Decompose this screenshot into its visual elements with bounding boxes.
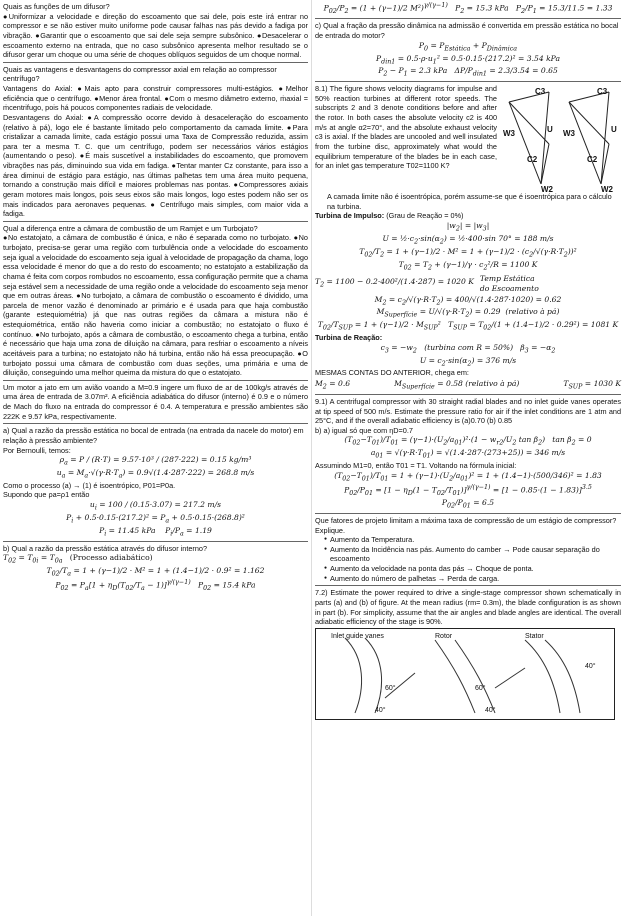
q4c: c) Qual a fração da pressão dinâmica na admissão é convertida em pressão estática no bocal de entrada do motor? xyxy=(315,18,621,40)
stator-label: Stator xyxy=(525,632,544,640)
angle-label: 40° xyxy=(485,706,496,714)
bernoulli-label: Por Bernoulli, temos: xyxy=(3,445,71,455)
impulse-degree: (Grau de Reação = 0%) xyxy=(386,211,464,221)
fator-item: ● Aumento da Temperatura. xyxy=(324,535,621,545)
angle-label: 40° xyxy=(585,662,596,670)
label-u: U xyxy=(547,125,553,135)
angle-label: 60° xyxy=(475,684,486,692)
eq-m2: $M_2 = c_2/√(\gamma\cdot R\cdot T_2) = 400/√(1.4\cdot 287\cdot 1020) = 0.62$ xyxy=(374,294,562,307)
label-ub: U xyxy=(611,125,617,135)
blade-configuration-figure xyxy=(315,628,615,720)
q91b: b) a) igual só que com ηD=0.7 xyxy=(315,425,413,435)
angle-label: 40° xyxy=(375,706,386,714)
label-c2: C2 xyxy=(527,155,538,165)
q81-note: A camada limite não é isoentrópica, porém assume-se que é isoentrópica para o cálculo na turbina. xyxy=(327,192,612,211)
do-escoamento-label: do Escoamento xyxy=(479,283,539,293)
q3-body: ●No estatojato, a câmara de combustão é única, e não é separada como no turbojato. ●No turbojato, precisa-se gerar uma região com turbulência onde a velocidade do escoamento seja igual a velocidade do escoamento seja igual à velocidade de propagação da chama, logo essa velocidade é menor do que a do resto do escoamento; no estatojato a estabilização da chama é feita com corpos rombudos no escoamento, essa configuração permite que a chama seja estável sem a necessidade de uma região onde a velocidade do escoamento seja menor que em outras áreas. ●No turbojato, a câmara de combustão o escoamento é dividido, uma parcela de menor vazão é denominado ar primário e é usada para que haja combustão (garante estequiométria) já que nas outras regiões da câmara a mistura não é estequiométrica, então não haveria como iniciar a combustão; no estatojato o fluxo é contínuo. ●No turbojato, após a câmara de combustão, o escoamento chega a turbina, então é necessário que haja uma zona de diluição na câmara, para resfriar o escoamento a níveis aceitáveis para a turbina; no estatojato não há turbina, então não há essa preocupação. ●O turbojato possui uma câmara de combustão com duas seções, uma primária e uma de diluição, conseguindo uma melhor queima da mistura do que o estatojato. xyxy=(3,233,308,378)
eq-ratio-temp: $(T_{02}-T_{01})/T_{01} = 1 + (\gamma-1)\cdot(U_2/a_{01})^2 = 1 + (1.4-1)\cdot(500/346)^2 = 1.83$ xyxy=(334,470,602,483)
q-fatores-list xyxy=(315,535,621,583)
q72-text: 7.2) Estimate the power required to drive a single-stage compressor shown schematically in parts (a) and (b) of figure. At the mean radius (rm= 0.3m), the blade configuration is as shown in part (b). For simplicity, assume that the air angles and blade angles are identical. The overall adiabatic efficiency of the stage is 90%. xyxy=(315,588,621,627)
temp-static-label: Temp Estática xyxy=(479,273,535,283)
q2-disadvantages: Desvantagens do Axial: ●A compressão ocorre devido à desaceleração do escoamento (relativo à pá), logo ele é bastante limitado pelo comportamento da camada limite. ●Para cristalizar a camada limite, cada estágio possui uma Taxa de Compressão reduzida, assim para ter a mesma T. C. que um centrífugo, podem ser necessários vários estágios (aumentando o peso). ●É mais suscetível a instabilidades do escoamento, que promovem vibrações nas pás, diminuindo sua vida em fadiga. ●Tentar manter Cz constante, para isso a área diminui de estágio para estágio, nas últimas palhetas tem uma área muito pequena, tornando a construção mais difícil e maiores problemas nas pontas. ●Compressores axiais geram motores mais longos, pois seus eixos são mais longos, logo estes podem não ser os mais indicados para aeronaves pequenas. ● Centrífugo mais simples, com maior vida a fadiga. xyxy=(3,112,308,219)
eq-pi2: $P_i = 11.45$ kPa $P_i/P_a = 1.19$ xyxy=(99,525,212,538)
relativo-label: (relativo à pá) xyxy=(505,307,560,317)
eq-tsup: $T_{02}/T_{SUP} = 1 + (\gamma-1)/2 \cdot M_{SUP}^2$ $T_{SUP} = T_{02}/(1 + (1.4-1)/2 \cdot 0.29^2) = 1081$ K xyxy=(317,320,619,332)
q2-advantages: Vantagens do Axial: ●Mais apto para construir compressores multi-estágios. ●Melhor eficiência que o centrífugo. ●Menor área frontal. ●Com o mesmo diâmetro externo, ṁaxial = ṁcentrifugo, pois há poucos componentes radiais de velocidade. xyxy=(3,84,308,113)
eq-t02-value: $T_{02} = T_2 + (\gamma-1)/\gamma \cdot c_2^2/R = 1100$ K xyxy=(398,259,538,272)
label-c3: C3 xyxy=(535,87,546,97)
q-fatores-title: Que fatores de projeto limitam a máxima taxa de compressão de um estágio de compressor? Explique. xyxy=(315,513,621,535)
q4b: b) Qual a razão da pressão estática através do difusor interno? xyxy=(3,541,308,554)
eq-t02: $T_{02} = T_{0i} = T_{0a}$ (Processo adiabático) xyxy=(3,553,153,565)
label-w3b: W3 xyxy=(563,129,575,139)
eq-msup: $M_{Superfície} = U/√(\gamma\cdot R\cdot T_2) = 0.29$ (relativo à pá) xyxy=(376,307,560,319)
q4-intro: Um motor a jato em um avião voando a M=0.9 ingere um fluxo de ar de 100kg/s através de uma área de entrada de 3.07m². A eficiência adiabática do difusor (interno) é 0.9 e o número de Mach do fluxo na entrada do compressor é 0.4. A temperatura e pressão ambientes são 222K e 9.57 kPa, respectivamente. xyxy=(3,382,308,421)
rotor-label: Rotor xyxy=(435,632,453,640)
eq-dp: $P_2 - P_1 = 2.3$ kPa $\Delta P/P_{din1} = 2.3/3.54 = 0.65$ xyxy=(378,66,558,78)
q4a: a) Qual a razão da pressão estática no bocal de entrada (na entrada da nacele do motor) em relação à pressão ambiente? xyxy=(3,423,308,445)
left-column xyxy=(0,0,312,916)
assume-text: Assumindo M1=0, então T01 = T1. Voltando na fórmula inicial: xyxy=(315,461,517,471)
label-c2b: C2 xyxy=(587,155,598,165)
inlet-guide-vanes-label: Inlet guide vanes xyxy=(331,632,384,640)
fator-item: ● Aumento do número de palhetas → Perda de carga. xyxy=(324,574,621,584)
mesmas-label: MESMAS CONTAS DO ANTERIOR, chega em: xyxy=(315,368,469,378)
right-column xyxy=(312,0,624,916)
label-w2: W2 xyxy=(541,185,553,193)
eq-a01: $a_{01} = √(\gamma\cdot R\cdot T_{01}) = √(1.4\cdot 287\cdot(273+25)) = 346$ m/s xyxy=(370,448,566,460)
eq-t02-ratio: $T_{02}/T_a = 1 + (\gamma-1)/2 \cdot M^2 = 1 + (1.4-1)/2 \cdot 0.9^2 = 1.162$ xyxy=(46,566,265,578)
eq-ua: $u_a = M_a\cdot√(\gamma\cdot R\cdot T_a) = 0.9√(1.4\cdot 287\cdot 222) = 268.8$ m/s xyxy=(56,467,255,480)
eq-reaction2: $U = c_2\cdot\sin(\alpha_2) = 376$ m/s xyxy=(419,355,517,368)
eq-reaction1: $c_3 = -w_2$ (turbina com R = 50%) $\beta_3 = -\alpha_2$ xyxy=(380,342,556,355)
eq-rho: $\rho_a = P / (R\cdot T) = 9.57\cdot 10^3 / (287\cdot 222) = 0.15$ kg/m³ xyxy=(59,455,252,467)
figure-border xyxy=(316,628,615,719)
eq-pressure-result: $P_{02}/P_{01} = 6.5$ xyxy=(441,498,495,510)
q81-block xyxy=(315,81,621,192)
eq-t02-t01: $(T_{02}-T_{01})/T_{01} = (\gamma-1)\cdot(U_2/a_{01})^2\cdot(1 - w_{r2}/U_2$ $\tan \beta_2$) $\tan \beta_2 = 0$ xyxy=(344,435,592,447)
label-c3b: C3 xyxy=(597,87,608,97)
eq-p02-p2: $P_{02}/P_2 = (1 + (\gamma-1)/2$ M²)$^{\gamma/(\gamma-1)}$ $P_2 = 15.3$ kPa $P_2/P_1 = 15.3/11.5 = 1.33$ xyxy=(323,2,613,16)
case-text: Como o processo (a) → (1) é isoentrópico, P01=P0a. xyxy=(3,480,176,490)
impulse-title: Turbina de Impulso: xyxy=(315,211,385,221)
eq-pdin: $P_{din1} = 0.5\cdot\rho\cdot u_1^2 = 0.5\cdot 0.15\cdot(217.2)^2 = 3.54$ kPa xyxy=(376,53,560,66)
adiabatic-note: (Processo adiabático) xyxy=(69,553,153,563)
eq-pi: $P_i + 0.5\cdot 0.15\cdot(217.2)^2 = P_a + 0.5\cdot 0.15\cdot(268.8)^2$ xyxy=(66,512,245,525)
eq-pressure-ratio: $P_{02}/P_{01} = [1 - \eta_D(1 - T_{02}/T_{01})]^{\gamma/(\gamma-1)} = [1 - 0.85\cdot(1 - 1.83)]^{3.5}$ xyxy=(344,483,592,497)
q3-title: Qual a diferença entre a câmara de combustão de um Ramjet e um Turbojato? xyxy=(3,223,258,233)
label-w2b: W2 xyxy=(601,185,613,193)
eq-ui: $u_i = 100 / (0.15\cdot 3.07) = 217.2$ m/s xyxy=(89,500,222,512)
suppose-text: Supondo que ρa=ρ1 então xyxy=(3,490,90,500)
impulse-heading xyxy=(315,211,621,221)
eq-w2w3: $|w_2| = |w_3|$ xyxy=(446,221,490,233)
q72-block xyxy=(315,585,621,627)
fator-item: ● Aumento da Incidência nas pás. Aumento do camber → Pode causar separação do escoamento xyxy=(324,545,621,564)
eq-t2: $T_2 = 1100 - 0.2\cdot 400^2/(1.4\cdot 287) = 1020$ K Temp Estática do Escoamento xyxy=(315,273,539,293)
q81-text: 8.1) The figure shows velocity diagrams for impulse and 50% reaction turbines at different rotor speeds. The subscripts 2 and 3 denote conditions before and after the rotor. In both cases the absolute velocity c2 is 400 m/s at angle α2=70°, and the absolute exhaust velocity c3 is axial. If the blades are uncooled and well insulated from the turbine disc, approximately what would the equilibrium temperature of the blades be in each case, for an inlet gas temperature T02=1100 K? xyxy=(315,84,497,171)
velocity-diagrams xyxy=(501,84,621,192)
q1-body: ●Uniformizar a velocidade e direção do escoamento que sai dele, pois este irá entrar no compressor e se não estiver muito uniforme pode causar falhas nas pás devido a fadiga por vibração. ●Garantir que o escoamento que sai dele seja sempre subsônico. ●Desacelerar o escoamento externo na entrada, que no caso subsônico apresenta melhor resultado se o difusor gerar um choque ou uma série de choques oblíquos seguidos de um choque normal. xyxy=(3,11,308,60)
fator-item: ● Aumento da velocidade na ponta das pás → Choque de ponta. xyxy=(324,564,621,574)
eq-p0: $P_0 = P_{Estática} + P_{Dinâmica}$ xyxy=(418,40,518,53)
reaction-heading: Turbina de Reação: xyxy=(315,333,383,343)
eq-reaction-results: $M_2 = 0.6$ $M_{Superfície} = 0.58$ (relativo à pá) $T_{SUP} = 1030$ K xyxy=(315,379,621,391)
q2-title: Quais as vantagens e desvantagens do compressor axial em relação ao compressor centrífugo? xyxy=(3,64,277,84)
eq-t02-t2: $T_{02}/T_2 = 1 + (\gamma-1)/2 \cdot M^2 = 1 + (\gamma-1)/2 \cdot (c_2/√(\gamma\cdot R\cdot T_2))^2$ xyxy=(359,246,577,259)
q1-title: Quais as funções de um difusor? xyxy=(3,2,110,11)
angle-label: 60° xyxy=(385,684,396,692)
label-w3: W3 xyxy=(503,129,515,139)
eq-p02: $P_{02} = P_a[1 + \eta_D(T_{02}/T_a - 1)]^{\gamma/(\gamma-1)}$ $P_{02} = 15.4$ kPa xyxy=(55,579,256,593)
eq-u: $U = \frac{1}{2}\cdot c_2\cdot\sin(\alpha_2)$ = ½·400·sin 70° = 188 m/s xyxy=(382,233,554,246)
q91: 9.1) A centrifugal compressor with 30 straight radial blades and no inlet guide vanes operates at tip speed of 500 m/s. Estimate the pressure ratio for air if the inlet conditions are 1 atm and 25°C, and if the overall adiabatic efficiency is (a)0.70 (b) 0.85 xyxy=(315,394,621,426)
